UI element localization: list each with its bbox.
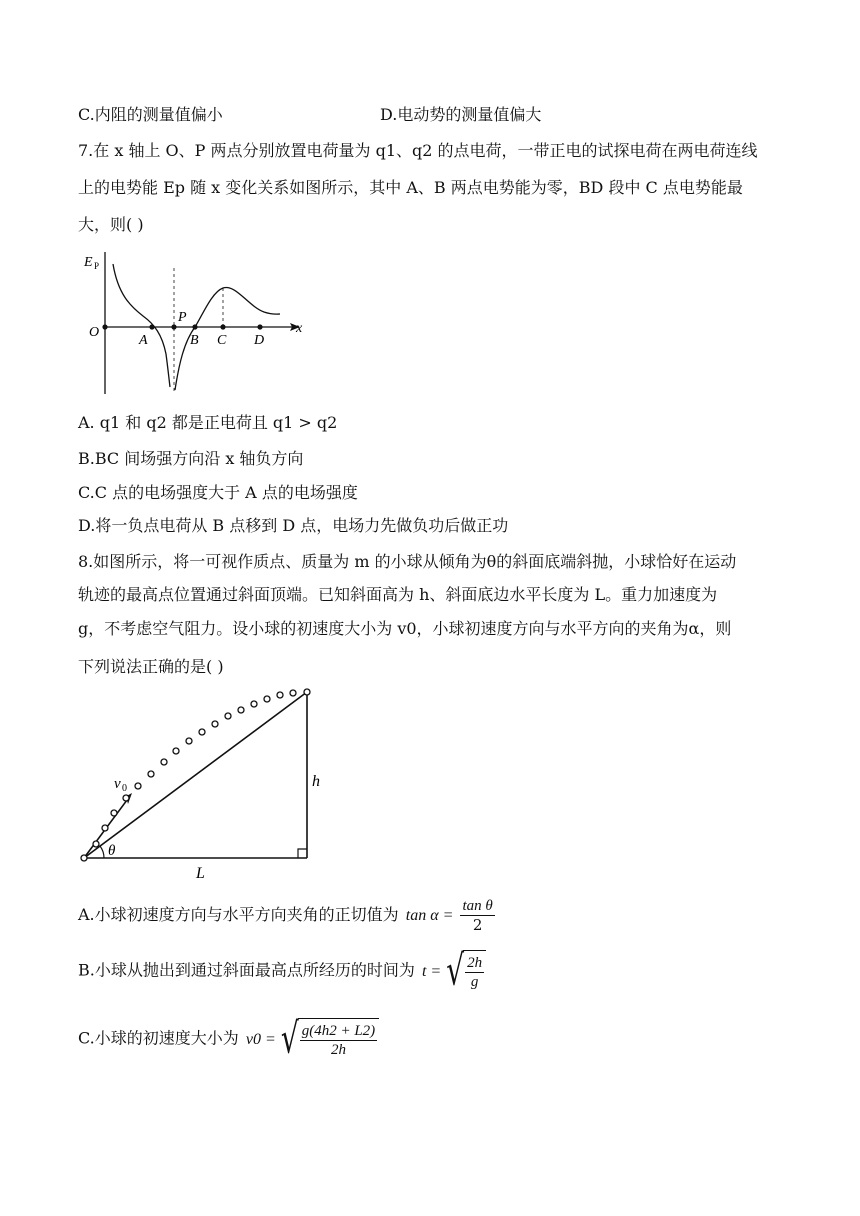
q8-label-theta: θ: [108, 843, 116, 859]
q7-point-o: O: [89, 325, 100, 340]
q8-option-c: C.小球的初速度大小为 v0 = √ $\frac{g(4h2 + L2)}{2h}$: [78, 1018, 379, 1060]
q8-stem-line2: 轨迹的最高点位置通过斜面顶端。已知斜面高为 h、斜面底边水平长度为 L。重力加速度为: [78, 585, 718, 604]
q7-point-a: A: [139, 333, 148, 348]
q6-option-d: D.电动势的测量值偏大: [380, 105, 542, 124]
q7-stem-line1: 7.在 x 轴上 O、P 两点分别放置电荷量为 q1、q2 的点电荷，一带正电的试探电荷在两电荷连线: [78, 141, 758, 160]
q7-option-b: B.BC 间场强方向沿 x 轴负方向: [78, 449, 304, 468]
q8-label-v: v: [114, 776, 121, 792]
q7-stem-line3: 大，则( ): [78, 215, 144, 234]
q6-option-c: C.内阻的测量值偏小: [78, 105, 223, 124]
q8-incline-projectile-figure: [74, 682, 344, 882]
q8-option-b: B.小球从抛出到通过斜面最高点所经历的时间为 t = √ $\frac{2h}{g}$: [78, 950, 486, 992]
q8-option-a: A.小球初速度方向与水平方向夹角的正切值为 tan α = $\frac{\text{tan θ}}{2}$: [78, 898, 493, 934]
q8-label-h: h: [312, 773, 320, 790]
q7-graph-ylabel: E: [84, 255, 93, 270]
q8-stem-line4: 下列说法正确的是( ): [78, 657, 224, 676]
q7-option-c: C.C 点的电场强度大于 A 点的电场强度: [78, 483, 358, 502]
q8-stem-line1: 8.如图所示，将一可视作质点、质量为 m 的小球从倾角为θ的斜面底端斜抛，小球恰好在运动: [78, 552, 737, 571]
q7-stem-line2: 上的电势能 Ep 随 x 变化关系如图所示，其中 A、B 两点电势能为零，BD 段中 C 点电势能最: [78, 178, 743, 197]
q7-option-a: A. q1 和 q2 都是正电荷且 q1 > q2: [78, 413, 338, 432]
q8-option-a-fraction: $\frac{\text{tan θ}}{2}$: [462, 898, 493, 934]
q8-stem-line3: g，不考虑空气阻力。设小球的初速度大小为 v0，小球初速度方向与水平方向的夹角为α，则: [78, 619, 732, 638]
q7-point-d: D: [254, 333, 265, 348]
q8-option-b-sqrt: √ $\frac{2h}{g}$: [446, 950, 486, 992]
q8-option-c-sqrt: √ $\frac{g(4h2 + L2)}{2h}$: [281, 1018, 379, 1060]
q8-label-v-sub: 0: [122, 783, 127, 794]
q7-point-c: C: [217, 333, 227, 348]
q7-potential-energy-graph: [78, 244, 318, 400]
q7-point-b: B: [190, 333, 199, 348]
q7-option-d: D.将一负点电荷从 B 点移到 D 点，电场力先做负功后做正功: [78, 516, 509, 535]
q8-label-l: L: [196, 865, 205, 882]
q7-graph-ylabel-sub: P: [94, 261, 100, 271]
q7-graph-xlabel: x: [296, 321, 303, 336]
q7-point-p: P: [178, 310, 187, 325]
